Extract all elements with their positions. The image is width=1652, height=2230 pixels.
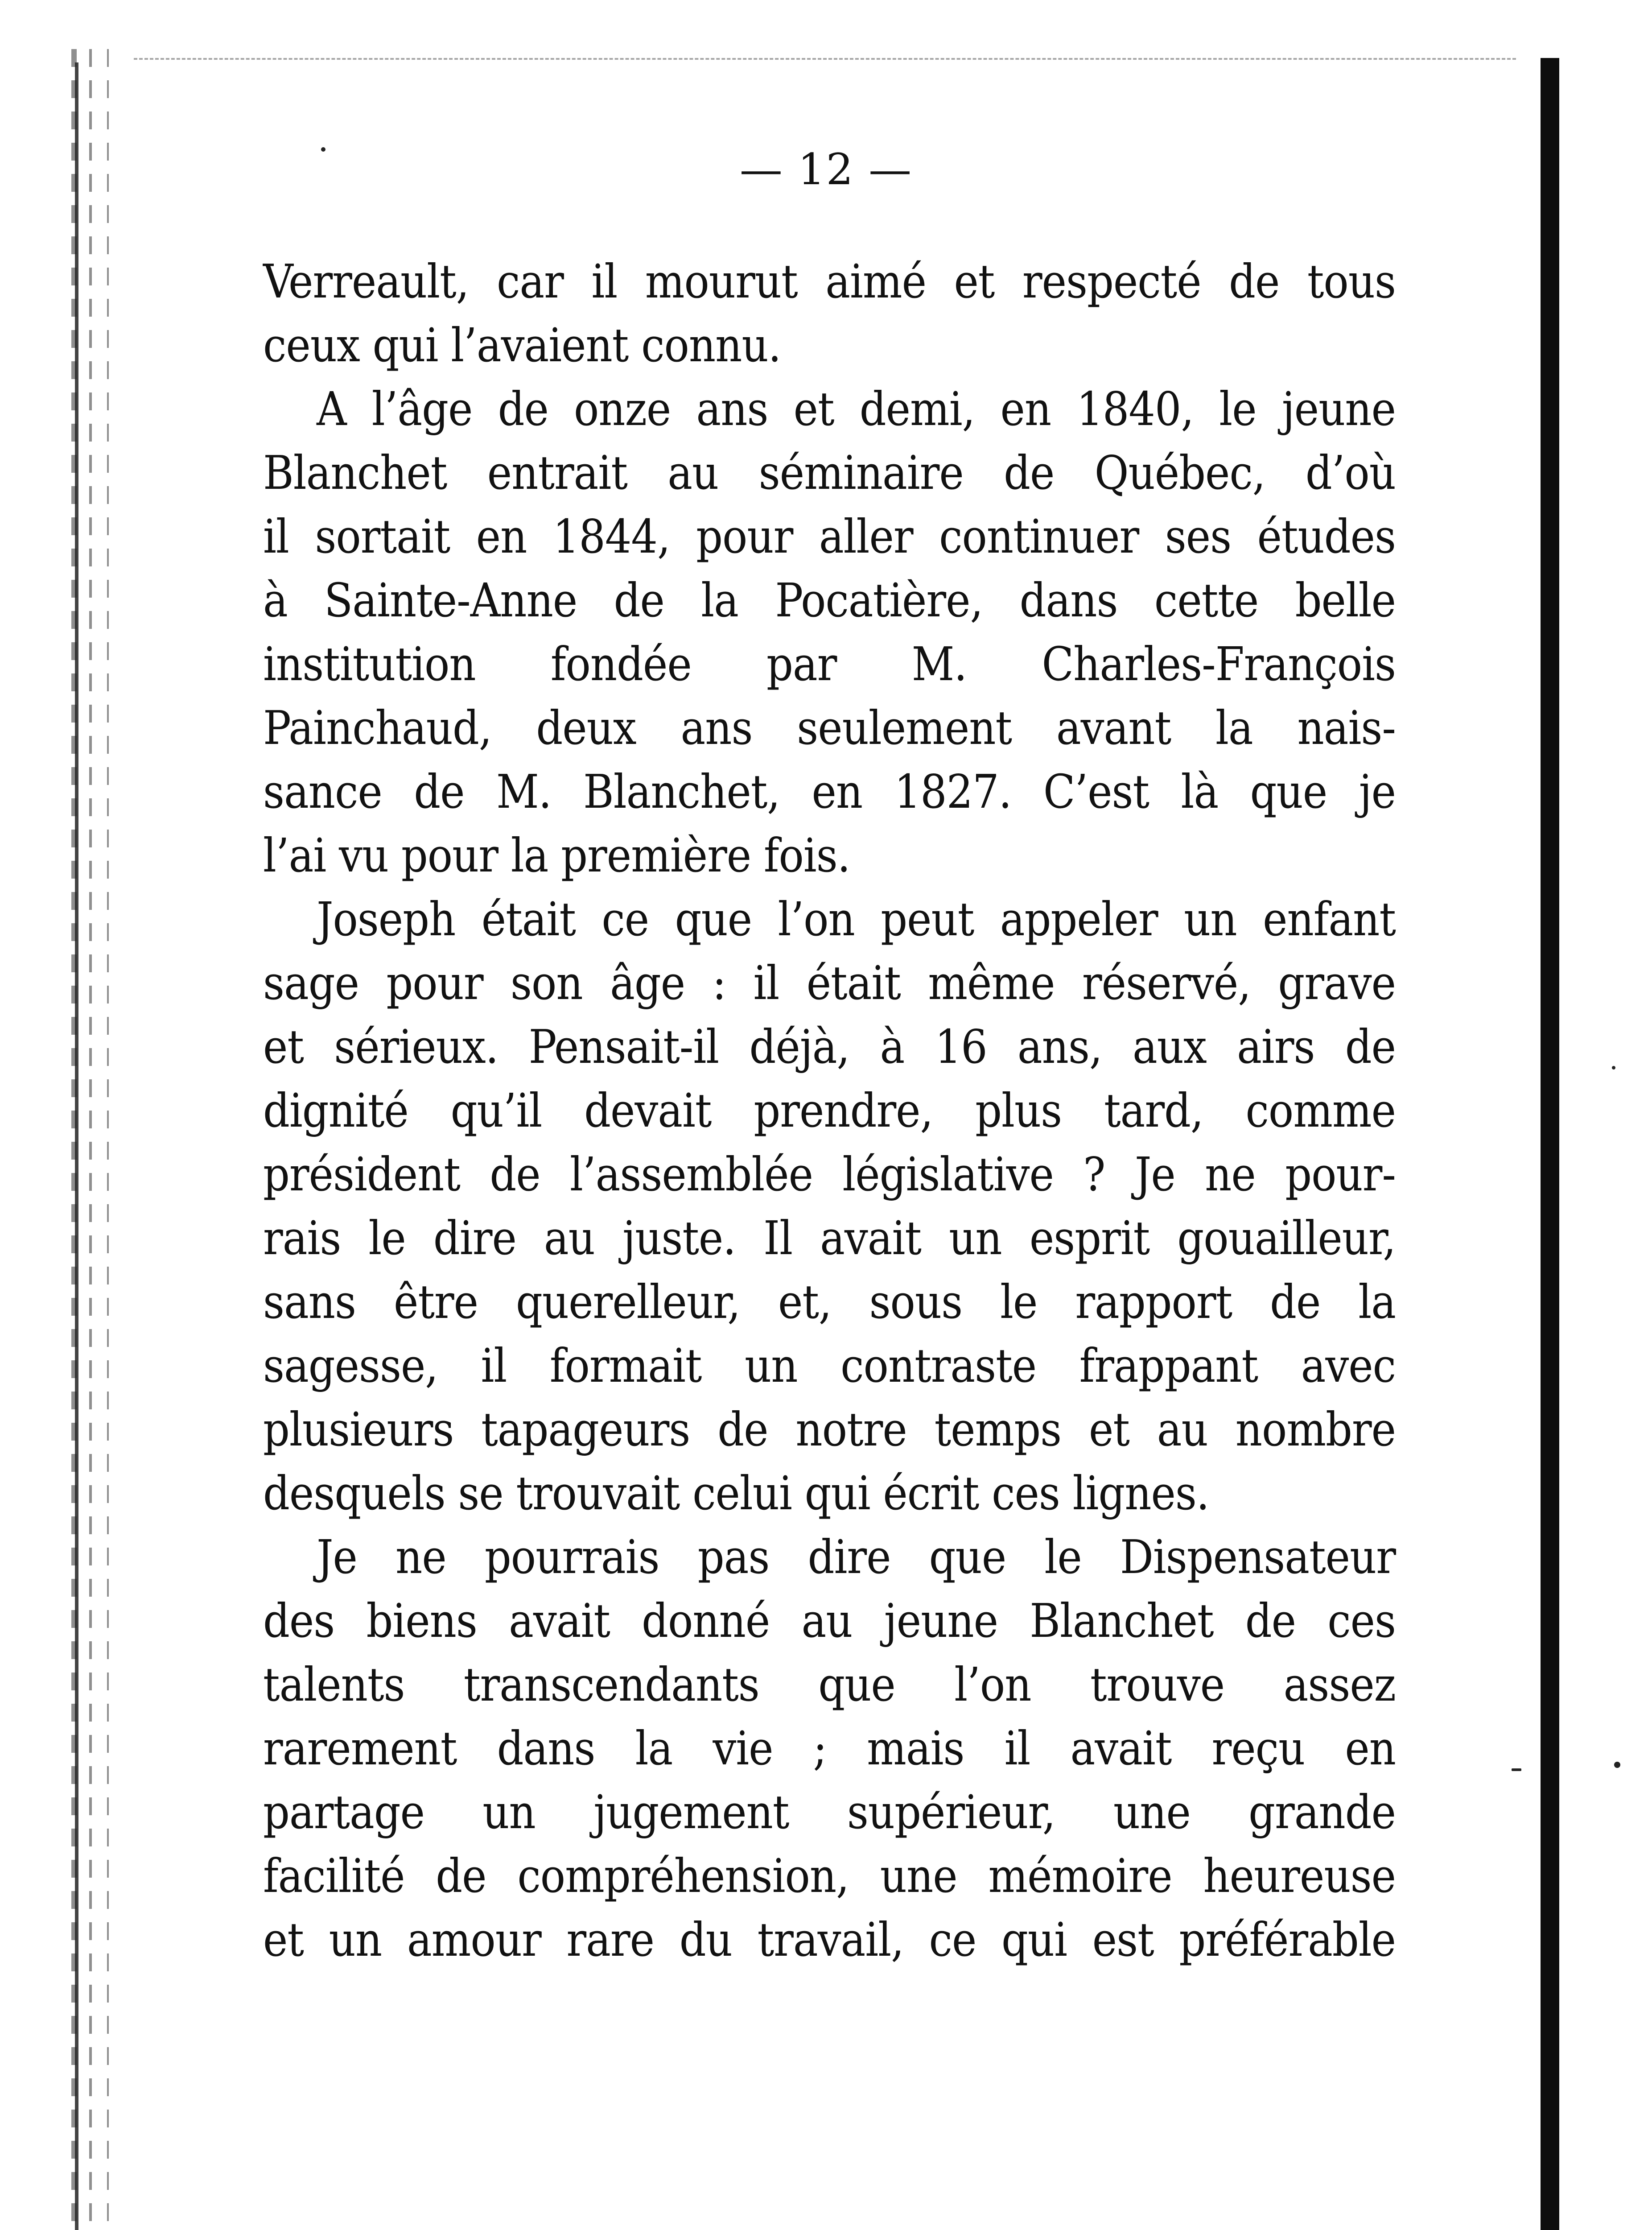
page-number: — 12 — bbox=[739, 145, 913, 194]
text-line: sagesse, il formait un contraste frappant avec bbox=[263, 1338, 1396, 1393]
text-line: talents transcendants que l’on trouve assez bbox=[263, 1657, 1396, 1712]
text-line: dignité qu’il devait prendre, plus tard, comme bbox=[263, 1083, 1396, 1138]
text-line: sage pour son âge : il était même réservé, grave bbox=[263, 956, 1396, 1010]
text-line: il sortait en 1844, pour aller continuer ses études bbox=[263, 509, 1396, 564]
text-line: et un amour rare du travail, ce qui est préférable bbox=[263, 1912, 1396, 1967]
text-line: institution fondée par M. Charles-François bbox=[263, 637, 1396, 691]
text-line: partage un jugement supérieur, une grande bbox=[263, 1785, 1396, 1839]
paragraph bbox=[263, 250, 1396, 377]
text-line: et sérieux. Pensait-il déjà, à 16 ans, aux airs de bbox=[263, 1020, 1396, 1074]
text-line: desquels se trouvait celui qui écrit ces lignes. bbox=[263, 1466, 1209, 1520]
text-line: Je ne pourrais pas dire que le Dispensateur bbox=[317, 1530, 1396, 1584]
paragraph bbox=[263, 377, 1396, 888]
text-line: facilité de compréhension, une mémoire heureuse bbox=[263, 1849, 1396, 1903]
binding-edge bbox=[71, 49, 138, 2230]
text-line: rarement dans la vie ; mais il avait reçu en bbox=[263, 1721, 1396, 1776]
body-text bbox=[263, 250, 1396, 1972]
scan-speck bbox=[1612, 1066, 1615, 1070]
text-line: président de l’assemblée législative ? Je ne pour- bbox=[263, 1147, 1396, 1202]
text-line: ceux qui l’avaient connu. bbox=[263, 318, 781, 372]
binding-line bbox=[75, 62, 78, 2230]
scan-top-edge bbox=[134, 58, 1516, 60]
text-line: Verreault, car il mourut aimé et respecté de tous bbox=[263, 254, 1396, 309]
scan-speck bbox=[1614, 1762, 1620, 1768]
text-line: Joseph était ce que l’on peut appeler un enfant bbox=[317, 892, 1396, 946]
text-line: sans être querelleur, et, sous le rapport de la bbox=[263, 1275, 1396, 1329]
text-line: sance de M. Blanchet, en 1827. C’est là que je bbox=[263, 764, 1396, 819]
paragraph bbox=[263, 1525, 1396, 1972]
text-line: Painchaud, deux ans seulement avant la nais- bbox=[263, 701, 1396, 755]
text-line: l’ai vu pour la première fois. bbox=[263, 828, 850, 883]
text-line: à Sainte-Anne de la Pocatière, dans cette belle bbox=[263, 573, 1396, 628]
paragraph bbox=[263, 888, 1396, 1525]
page-edge-shadow bbox=[1541, 58, 1559, 2230]
text-line: rais le dire au juste. Il avait un esprit gouailleur, bbox=[263, 1211, 1396, 1265]
scan-speck bbox=[1512, 1768, 1521, 1771]
text-line: A l’âge de onze ans et demi, en 1840, le jeune bbox=[317, 382, 1396, 436]
text-line: des biens avait donné au jeune Blanchet de ces bbox=[263, 1594, 1396, 1648]
text-line: plusieurs tapageurs de notre temps et au nombre bbox=[263, 1402, 1396, 1457]
text-line: Blanchet entrait au séminaire de Québec, d’où bbox=[263, 446, 1396, 500]
